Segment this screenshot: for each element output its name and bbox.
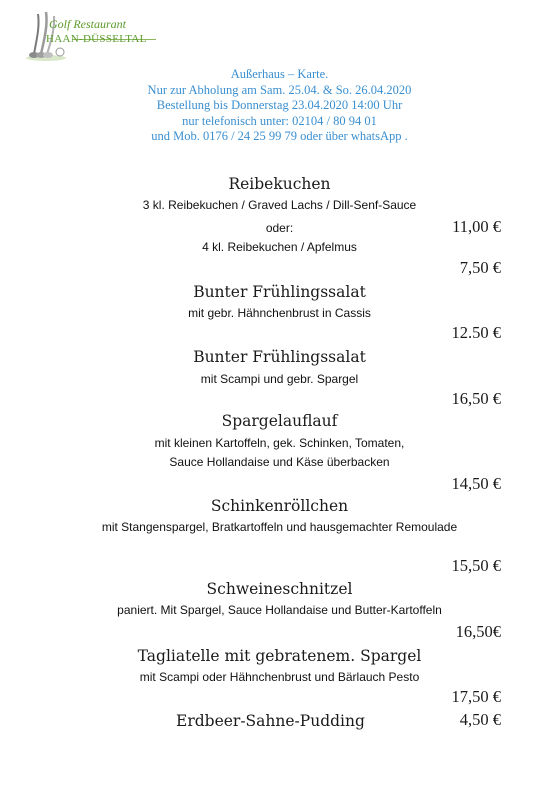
dish-title-tagliatelle: Tagliatelle mit gebratenem. Spargel <box>137 647 422 665</box>
dish-price-auflauf: 14,50 € <box>451 474 501 493</box>
logo-name: Golf Restaurant <box>49 17 126 31</box>
dish-title-reibekuchen: Reibekuchen <box>228 175 331 193</box>
dish-desc-schnitzel: paniert. Mit Spargel, Sauce Hollandaise und Butter-Kartoffeln <box>117 603 442 617</box>
dish-desc-schinken: mit Stangenspargel, Bratkartoffeln und hausgemachter Remoulade <box>101 520 458 534</box>
dish-desc-tagliatelle: mit Scampi oder Hähnchenbrust und Bärlauch Pesto <box>139 670 420 684</box>
order-info <box>0 67 559 145</box>
dish-price-salat-2: 16,50 € <box>451 389 501 408</box>
dish-or-separator: oder: <box>265 221 294 235</box>
phone-number: nur telefonisch unter: 02104 / 80 94 01 <box>182 113 377 128</box>
dish-title-salat-1: Bunter Frühlingssalat <box>193 283 366 301</box>
dish-title-salat-2: Bunter Frühlingssalat <box>193 348 366 366</box>
logo-location: HAAN-DÜSSELTAL <box>46 33 147 45</box>
dish-desc-reibekuchen-1: 3 kl. Reibekuchen / Graved Lachs / Dill-Senf-Sauce <box>142 198 417 212</box>
dish-price-schnitzel: 16,50€ <box>455 622 501 641</box>
dish-price-reibekuchen-2: 7,50 € <box>459 258 501 277</box>
menu-heading: Außerhaus – Karte. <box>230 67 329 81</box>
dish-desc-auflauf-2: Sauce Hollandaise und Käse überbacken <box>169 455 390 469</box>
dish-price-schinken: 15,50 € <box>451 556 501 575</box>
pickup-dates: Nur zur Abholung am Sam. 25.04. & So. 26.04.2020 <box>147 82 412 97</box>
dish-desc-auflauf-1: mit kleinen Kartoffeln, gek. Schinken, Tomaten, <box>154 436 405 450</box>
dish-price-tagliatelle: 17,50 € <box>451 687 501 706</box>
dish-price-salat-1: 12.50 € <box>451 323 501 342</box>
dish-desc-salat-2: mit Scampi und gebr. Spargel <box>200 372 359 386</box>
dish-price-pudding: 4,50 € <box>459 710 501 729</box>
dish-title-schnitzel: Schweineschnitzel <box>206 580 353 598</box>
dish-desc-reibekuchen-2: 4 kl. Reibekuchen / Apfelmus <box>202 240 357 254</box>
dish-desc-salat-1: mit gebr. Hähnchenbrust in Cassis <box>188 306 371 320</box>
order-deadline: Bestellung bis Donnerstag 23.04.2020 14:00 Uhr <box>156 98 403 113</box>
dish-title-pudding: Erdbeer-Sahne-Pudding <box>176 712 365 730</box>
dish-title-schinken: Schinkenröllchen <box>210 497 349 515</box>
dish-title-auflauf: Spargelauflauf <box>221 412 338 430</box>
mobile-number: und Mob. 0176 / 24 25 99 79 oder über whatsApp . <box>151 129 408 144</box>
dish-price-reibekuchen-1: 11,00 € <box>452 217 501 236</box>
